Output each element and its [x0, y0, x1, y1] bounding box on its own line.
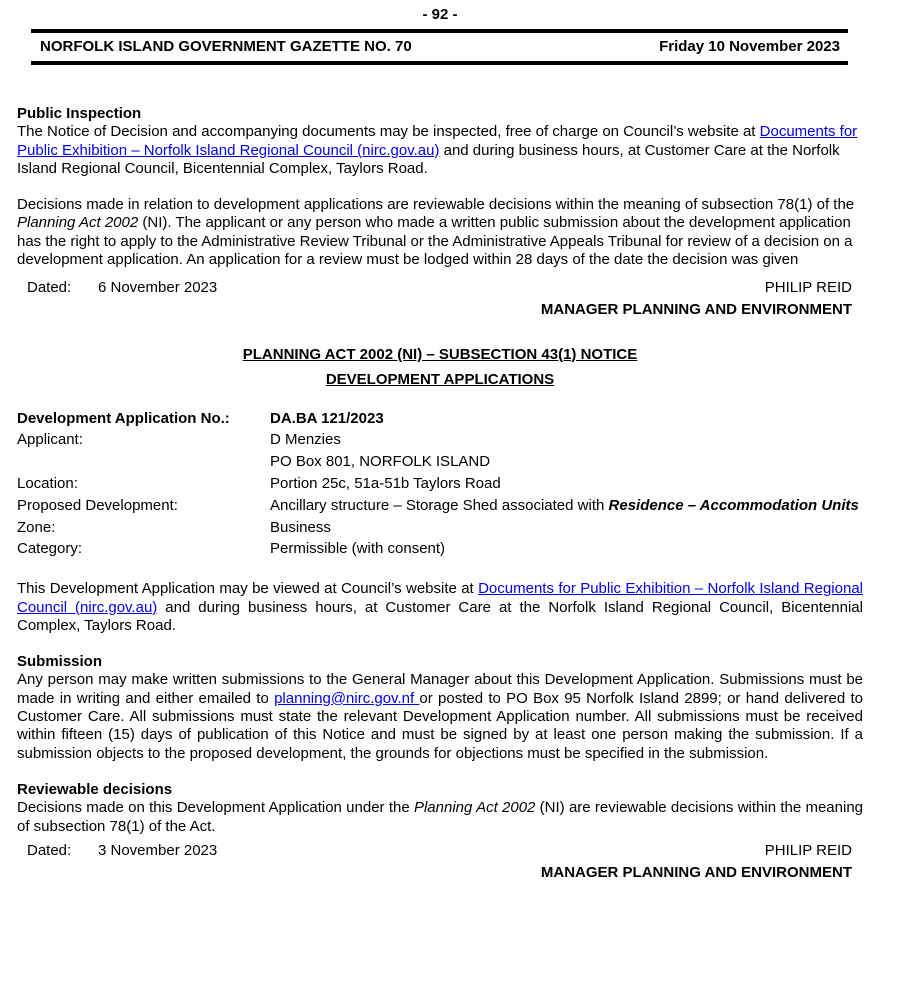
development-text: Ancillary structure – Storage Shed associated with — [270, 496, 609, 514]
act-name-2: Planning Act 2002 — [413, 799, 536, 817]
viewing-section — [17, 580, 863, 635]
signoff-1 — [17, 279, 863, 319]
header-bottom-rule — [31, 61, 848, 65]
application-details-table — [17, 410, 863, 563]
location-label: Location: — [17, 475, 78, 493]
review-rights-section — [17, 196, 863, 269]
table-row — [17, 497, 863, 519]
reviewable-text-cont: (NI) are reviewable decisions within the meaning of subsection 78(1) of the Act. — [17, 799, 864, 835]
applicant-name: D Menzies — [270, 431, 341, 449]
public-inspection-paragraph — [17, 123, 863, 178]
signer-name: PHILIP REID — [764, 279, 852, 297]
development-emphasis: Residence – Accommodation Units — [608, 496, 859, 514]
zone-value: Business — [270, 518, 331, 536]
signoff-2 — [17, 842, 863, 882]
act-name: Planning Act 2002 — [17, 214, 139, 232]
reviewable-text: Decisions made on this Development Application under the — [17, 799, 414, 817]
review-rights-text-cont: (NI). The applicant or any person who made a written public submission about the development application has the right to apply to the Administrative Review Tribunal or the Administrative Appeals Tribunal for review of a decision on a development application. An application for a review must be lodged within 28 days of the date the decision was given — [17, 214, 853, 269]
gazette-date: Friday 10 November 2023 — [659, 38, 840, 55]
planning-email-link[interactable]: planning@nirc.gov.nf — [274, 689, 420, 707]
review-rights-paragraph — [17, 196, 863, 269]
dated-value: 3 November 2023 — [98, 841, 218, 859]
submission-text-cont: or posted to PO Box 95 Norfolk Island 2899; or hand delivered to Customer Care. All submissions must state the relevant Development Application number. All submissions must be received within fifteen (15) days of publication of this Notice and must be signed by at least one person making the submission. If a submission objects to the proposed development, the grounds for objections must be specified in the submission. — [17, 689, 863, 762]
reviewable-heading: Reviewable decisions — [17, 780, 173, 798]
table-row — [17, 431, 863, 475]
public-inspection-section — [17, 105, 863, 178]
public-exhibition-link-2[interactable]: Documents for Public Exhibition – Norfolk Island Regional Council (nirc.gov.au) — [17, 580, 863, 616]
dated-value: 6 November 2023 — [98, 279, 218, 297]
notice-titles — [17, 342, 863, 392]
submission-section — [17, 653, 863, 763]
table-row — [17, 475, 863, 497]
dated-label: Dated: — [27, 279, 72, 297]
signer-name: PHILIP REID — [764, 841, 852, 859]
category-label: Category: — [17, 540, 83, 558]
category-value: Permissible (with consent) — [270, 540, 446, 558]
table-row — [17, 519, 863, 541]
notice-subtitle: DEVELOPMENT APPLICATIONS — [325, 370, 555, 388]
applicant-label: Applicant: — [17, 431, 83, 449]
reviewable-section — [17, 781, 863, 836]
reviewable-paragraph — [17, 799, 863, 836]
signer-title: MANAGER PLANNING AND ENVIRONMENT — [540, 301, 852, 319]
gazette-title: NORFOLK ISLAND GOVERNMENT GAZETTE NO. 70 — [40, 38, 412, 55]
da-number-value: DA.BA 121/2023 — [270, 409, 384, 427]
location-value: Portion 25c, 51a-51b Taylors Road — [270, 475, 501, 493]
da-number-label: Development Application No.: — [17, 409, 230, 427]
table-row — [17, 410, 863, 432]
viewing-text-cont: and during business hours, at Customer Care at the Norfolk Island Regional Council, Bicentennial Complex, Taylors Road. — [17, 598, 863, 634]
public-inspection-text-cont: and during business hours, at Customer Care at the Norfolk Island Regional Council, Bicentennial Complex, Taylors Road. — [17, 141, 840, 177]
public-inspection-text: The Notice of Decision and accompanying documents may be inspected, free of charge on Council’s website at — [17, 123, 760, 141]
viewing-paragraph — [17, 580, 863, 635]
viewing-text: This Development Application may be viewed at Council’s website at — [17, 580, 479, 598]
submission-heading: Submission — [17, 653, 103, 671]
signer-title: MANAGER PLANNING AND ENVIRONMENT — [540, 863, 852, 881]
submission-paragraph — [17, 671, 863, 762]
zone-label: Zone: — [17, 518, 56, 536]
gazette-content — [17, 105, 863, 882]
public-inspection-heading: Public Inspection — [17, 105, 142, 122]
review-rights-text: Decisions made in relation to development applications are reviewable decisions within the meaning of subsection 78(1) of the — [17, 196, 855, 214]
applicant-address: PO Box 801, NORFOLK ISLAND — [270, 453, 491, 471]
header-top-rule — [31, 29, 848, 33]
development-label: Proposed Development: — [17, 496, 178, 514]
submission-text: Any person may make written submissions to the General Manager about this Development Application. Submissions must be made in writing and either emailed to — [17, 671, 863, 707]
page-number: - 92 - — [422, 6, 458, 23]
dated-label: Dated: — [27, 841, 72, 859]
public-exhibition-link[interactable]: Documents for Public Exhibition – Norfolk Island Regional Council (nirc.gov.au) — [17, 123, 858, 159]
table-row — [17, 540, 863, 562]
notice-title: PLANNING ACT 2002 (NI) – SUBSECTION 43(1) NOTICE — [242, 345, 638, 363]
development-value — [270, 497, 863, 519]
